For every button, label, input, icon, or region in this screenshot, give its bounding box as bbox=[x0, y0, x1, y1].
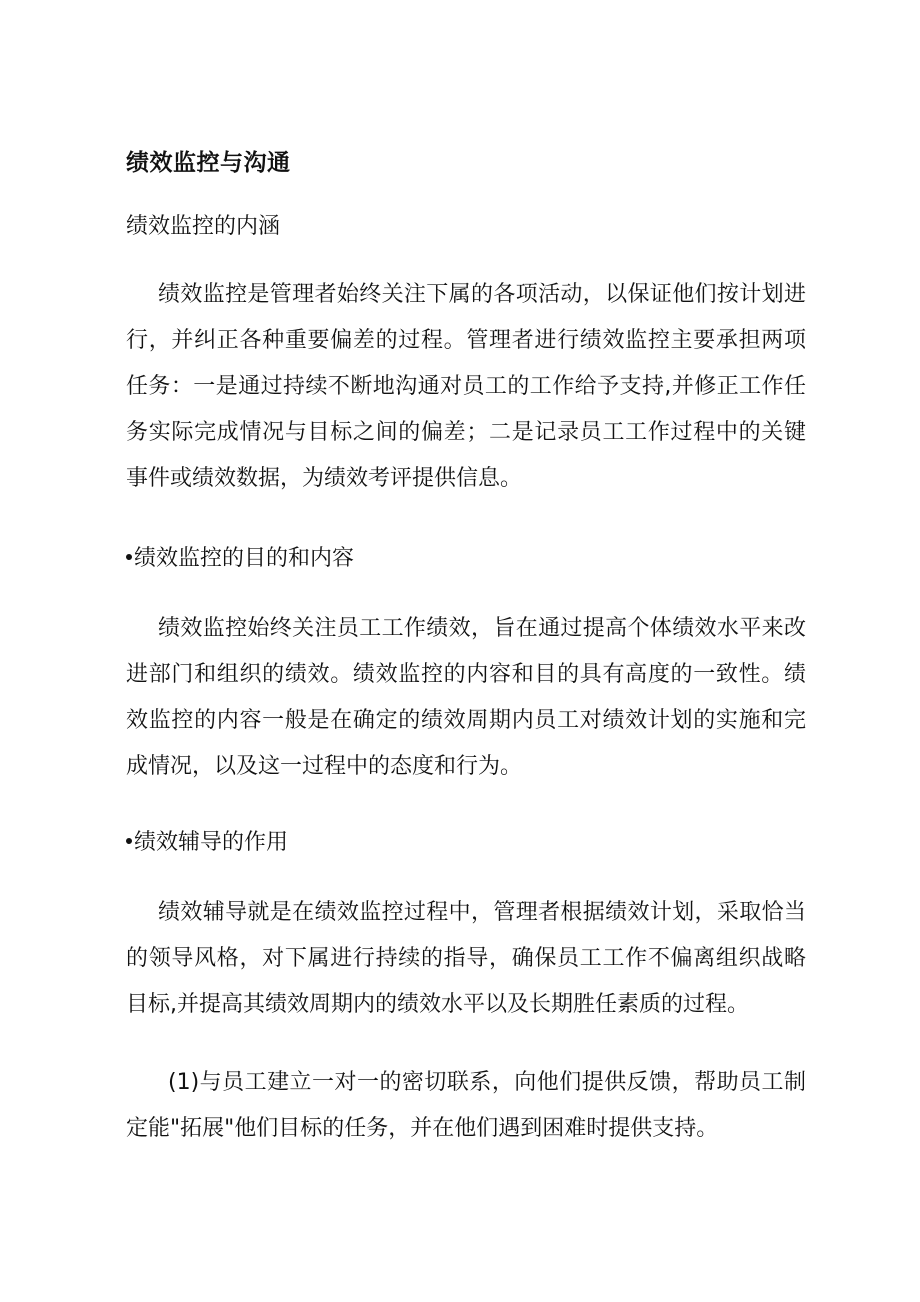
bullet-dot-icon bbox=[126, 554, 132, 560]
bullet-heading-coaching-role-text: 绩效辅导的作用 bbox=[134, 830, 289, 855]
paragraph-coaching-definition: 绩效辅导就是在绩效监控过程中，管理者根据绩效计划，采取恰当的领导风格，对下属进行持续的指导，确保员工工作不偏离组织战略目标,并提高其绩效周期内的绩效水平以及长期胜任素质的过程。 bbox=[126, 900, 806, 1017]
bullet-heading-coaching-role bbox=[126, 826, 288, 860]
paragraph-item-1: (1)与员工建立一对一的密切联系，向他们提供反馈，帮助员工制定能"拓展"他们目标的任务，并在他们遇到困难时提供支持。 bbox=[126, 1070, 806, 1141]
paragraph-monitoring-purpose: 绩效监控始终关注员工工作绩效，旨在通过提高个体绩效水平来改进部门和组织的绩效。绩效监控的内容和目的具有高度的一致性。绩效监控的内容一般是在确定的绩效周期内员工对绩效计划的实施和完成情况，以及这一过程中的态度和行为。 bbox=[126, 616, 806, 779]
bullet-heading-purpose-content bbox=[126, 542, 354, 576]
document-title: 绩效监控与沟通 bbox=[126, 150, 291, 176]
bullet-heading-purpose-content-text: 绩效监控的目的和内容 bbox=[134, 546, 355, 571]
bullet-dot-icon bbox=[126, 838, 132, 844]
section-heading: 绩效监控的内涵 bbox=[126, 214, 281, 239]
paragraph-monitoring-definition: 绩效监控是管理者始终关注下属的各项活动，以保证他们按计划进行，并纠正各种重要偏差的过程。管理者进行绩效监控主要承担两项任务：一是通过持续不断地沟通对员工的工作给予支持,并修正工作任务实际完成情况与目标之间的偏差；二是记录员工工作过程中的关键事件或绩效数据，为绩效考评提供信息。 bbox=[126, 282, 806, 491]
